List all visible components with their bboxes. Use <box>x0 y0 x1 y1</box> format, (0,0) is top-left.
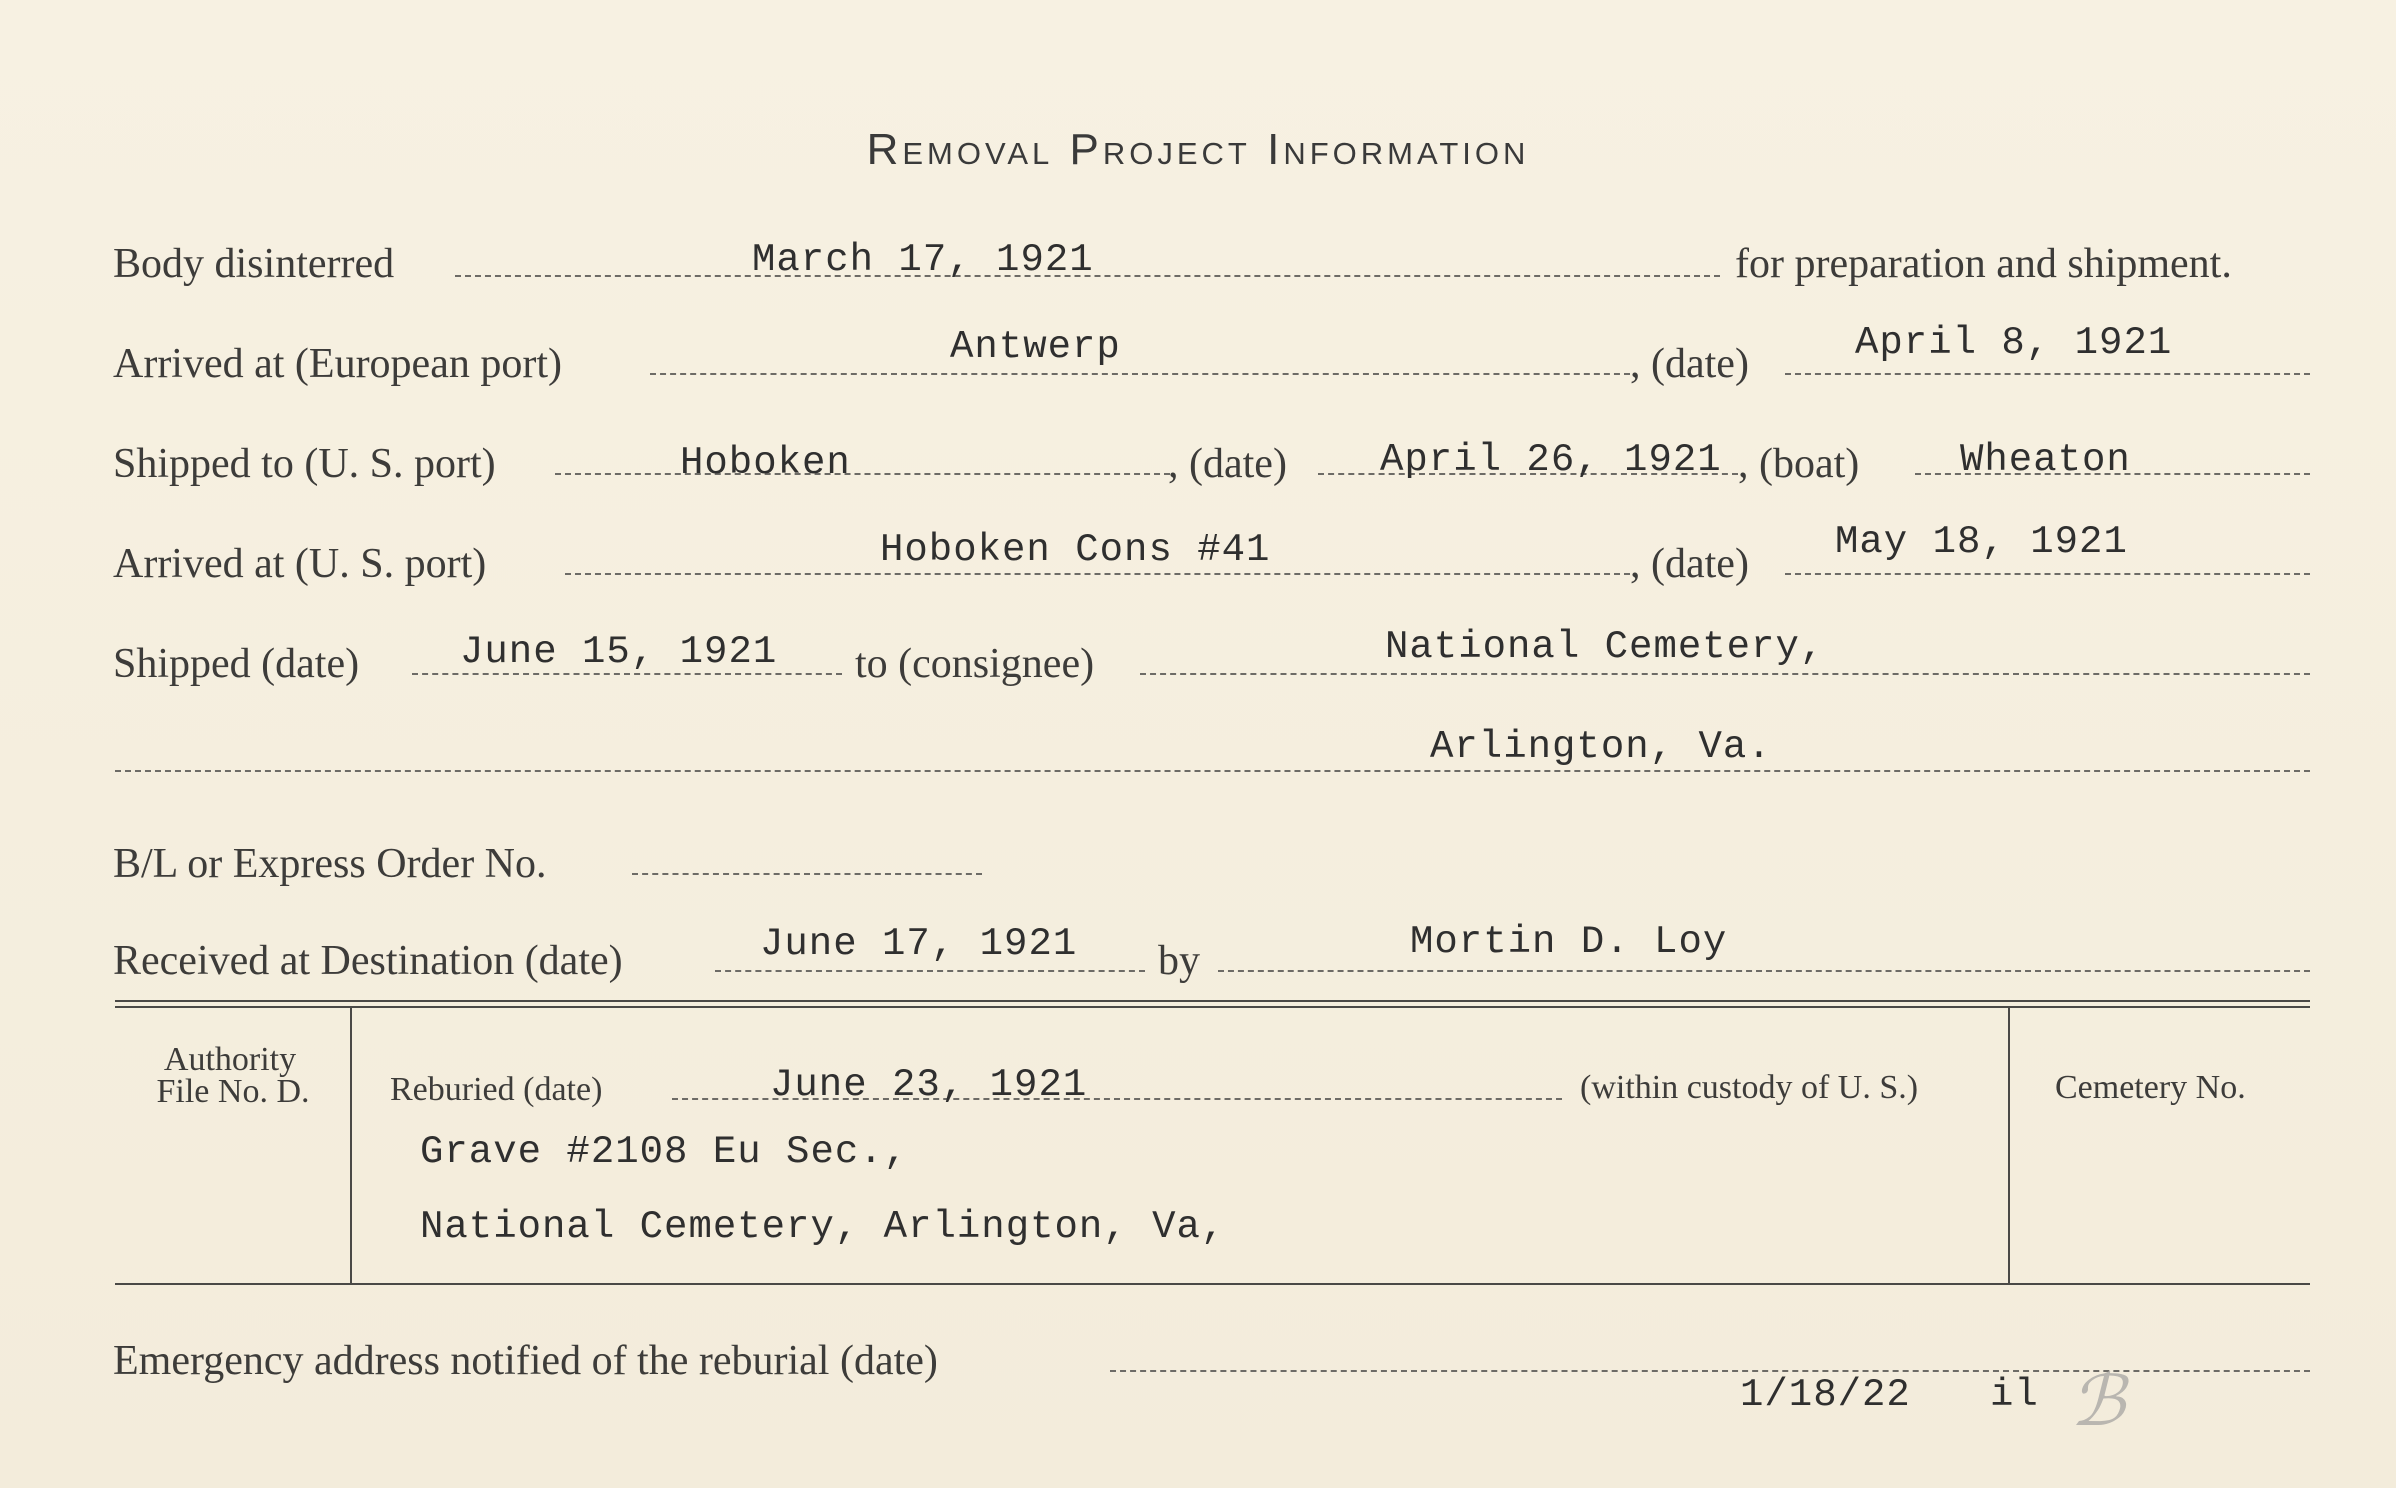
shipped-date-label: Shipped (date) <box>113 641 360 687</box>
reburied-date: June 23, 1921 <box>770 1063 1088 1107</box>
emergency-line <box>1110 1370 2310 1372</box>
consignee-line-2-text: Arlington, Va. <box>1430 725 1772 769</box>
arrived-eu-date-label: , (date) <box>1630 341 1749 387</box>
cemetery-no-label: Cemetery No. <box>2055 1069 2246 1106</box>
arrived-eu-label: Arrived at (European port) <box>113 341 562 387</box>
consignee-line <box>1140 673 2310 675</box>
box-bottom-rule <box>115 1283 2310 1285</box>
form-title: Removal Project Information <box>866 125 1530 174</box>
shipped-us-boat-label: , (boat) <box>1738 441 1860 487</box>
received-by-label: by <box>1158 938 1200 984</box>
received-label: Received at Destination (date) <box>113 938 623 984</box>
shipped-date: June 15, 1921 <box>460 630 778 674</box>
shipped-us-date: April 26, 1921 <box>1380 438 1722 482</box>
shipped-us-label: Shipped to (U. S. port) <box>113 441 496 487</box>
arrived-eu-date: April 8, 1921 <box>1855 321 2173 365</box>
arrived-eu-port: Antwerp <box>950 325 1121 369</box>
pencil-mark: ℬ <box>2070 1360 2126 1442</box>
disinterred-label: Body disinterred <box>113 241 395 287</box>
consignee: National Cemetery, <box>1385 625 1825 669</box>
bl-label: B/L or Express Order No. <box>113 841 547 887</box>
arrived-us-date-line <box>1785 573 2310 575</box>
box-divider-left <box>350 1008 352 1283</box>
shipped-us-boat: Wheaton <box>1960 438 2131 482</box>
arrived-us-port: Hoboken Cons #41 <box>880 528 1271 572</box>
box-top-rule-1 <box>115 1000 2310 1002</box>
arrived-us-line <box>565 573 1630 575</box>
box-top-rule-2 <box>115 1006 2310 1008</box>
bl-line <box>632 873 982 875</box>
received-date: June 17, 1921 <box>760 922 1078 966</box>
emergency-initials: il <box>1990 1373 2039 1417</box>
consignee-label: to (consignee) <box>855 641 1095 687</box>
shipped-us-line <box>555 473 1170 475</box>
shipped-us-date-label: , (date) <box>1168 441 1287 487</box>
authority-label: Authority <box>163 1041 297 1078</box>
arrived-us-label: Arrived at (U. S. port) <box>113 541 487 587</box>
emergency-date: 1/18/22 <box>1740 1373 1911 1417</box>
arrived-eu-date-line <box>1785 373 2310 375</box>
emergency-label: Emergency address notified of the reburial (date) <box>113 1338 938 1384</box>
disinterred-suffix: for preparation and shipment. <box>1735 241 2232 287</box>
disinterred-value: March 17, 1921 <box>752 238 1094 282</box>
reburied-label: Reburied (date) <box>390 1071 603 1108</box>
arrived-us-date: May 18, 1921 <box>1835 520 2128 564</box>
custody-note: (within custody of U. S.) <box>1580 1069 1919 1106</box>
received-date-line <box>715 970 1145 972</box>
shipped-us-port: Hoboken <box>680 441 851 485</box>
box-divider-right <box>2008 1008 2010 1283</box>
arrived-us-date-label: , (date) <box>1630 541 1749 587</box>
file-no-label: File No. D. <box>156 1073 310 1110</box>
arrived-eu-line <box>650 373 1630 375</box>
received-by: Mortin D. Loy <box>1410 920 1728 964</box>
grave-line-1: Grave #2108 Eu Sec., <box>420 1130 909 1174</box>
grave-line-2: National Cemetery, Arlington, Va, <box>420 1205 1226 1249</box>
consignee-line-2 <box>115 770 2310 772</box>
received-by-line <box>1218 970 2310 972</box>
